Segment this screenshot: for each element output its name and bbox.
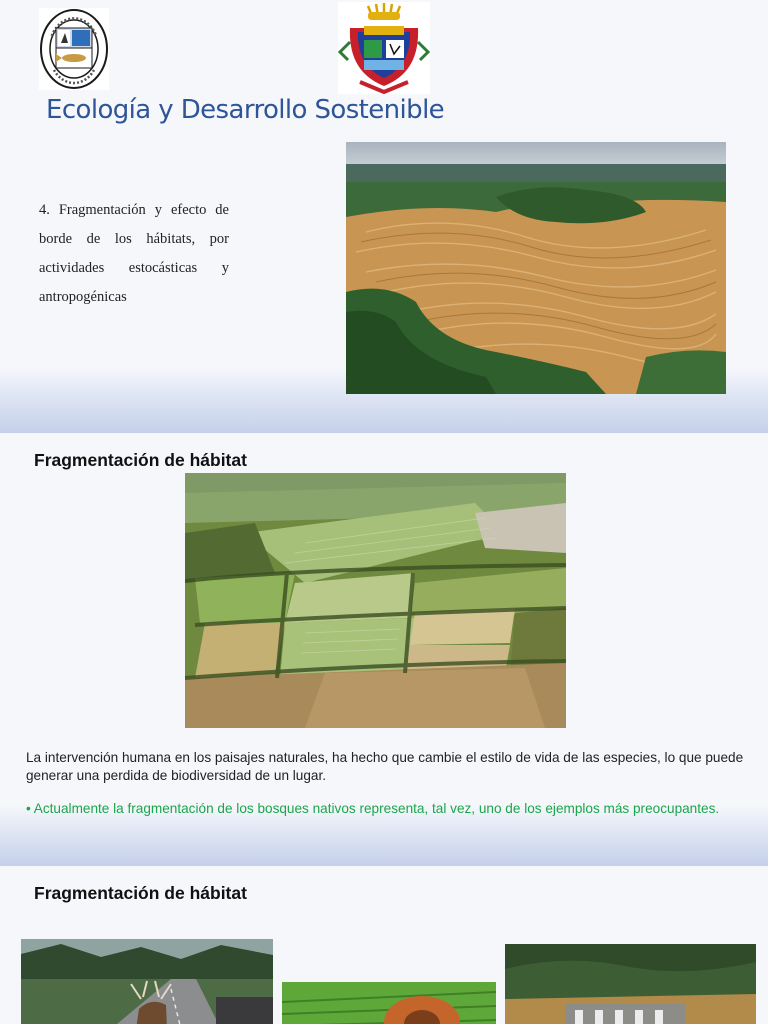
fragmentation-bullet: • Actualmente la fragmentación de los bosques nativos representa, tal vez, uno de los ejemplos más preocupantes.: [26, 801, 720, 816]
fragmented-fields-aerial-photo: [185, 473, 566, 728]
section-heading: Fragmentación de hábitat: [34, 883, 247, 903]
university-coat-of-arms-logo: [338, 2, 430, 94]
section-heading: Fragmentación de hábitat: [34, 450, 247, 470]
orangutan-plantation-photo: [282, 982, 496, 1024]
dam-in-forest-photo: [505, 944, 756, 1024]
elk-on-highway-photo: [21, 939, 273, 1024]
slide-3: [0, 866, 768, 1024]
slide-title: Ecología y Desarrollo Sostenible: [46, 95, 445, 125]
slide-1: [0, 0, 768, 433]
faculty-seal-logo: [39, 8, 109, 90]
topic-text: 4. Fragmentación y efecto de borde de los hábitats, por actividades estocásticas y antropogénicas: [39, 202, 229, 305]
intervention-paragraph: La intervención humana en los paisajes naturales, ha hecho que cambie el estilo de vida de las especies, lo que puede generar una perdida de biodiversidad de un lugar.: [26, 750, 744, 783]
deforestation-aerial-photo: [346, 142, 726, 394]
slide-2: [0, 433, 768, 866]
